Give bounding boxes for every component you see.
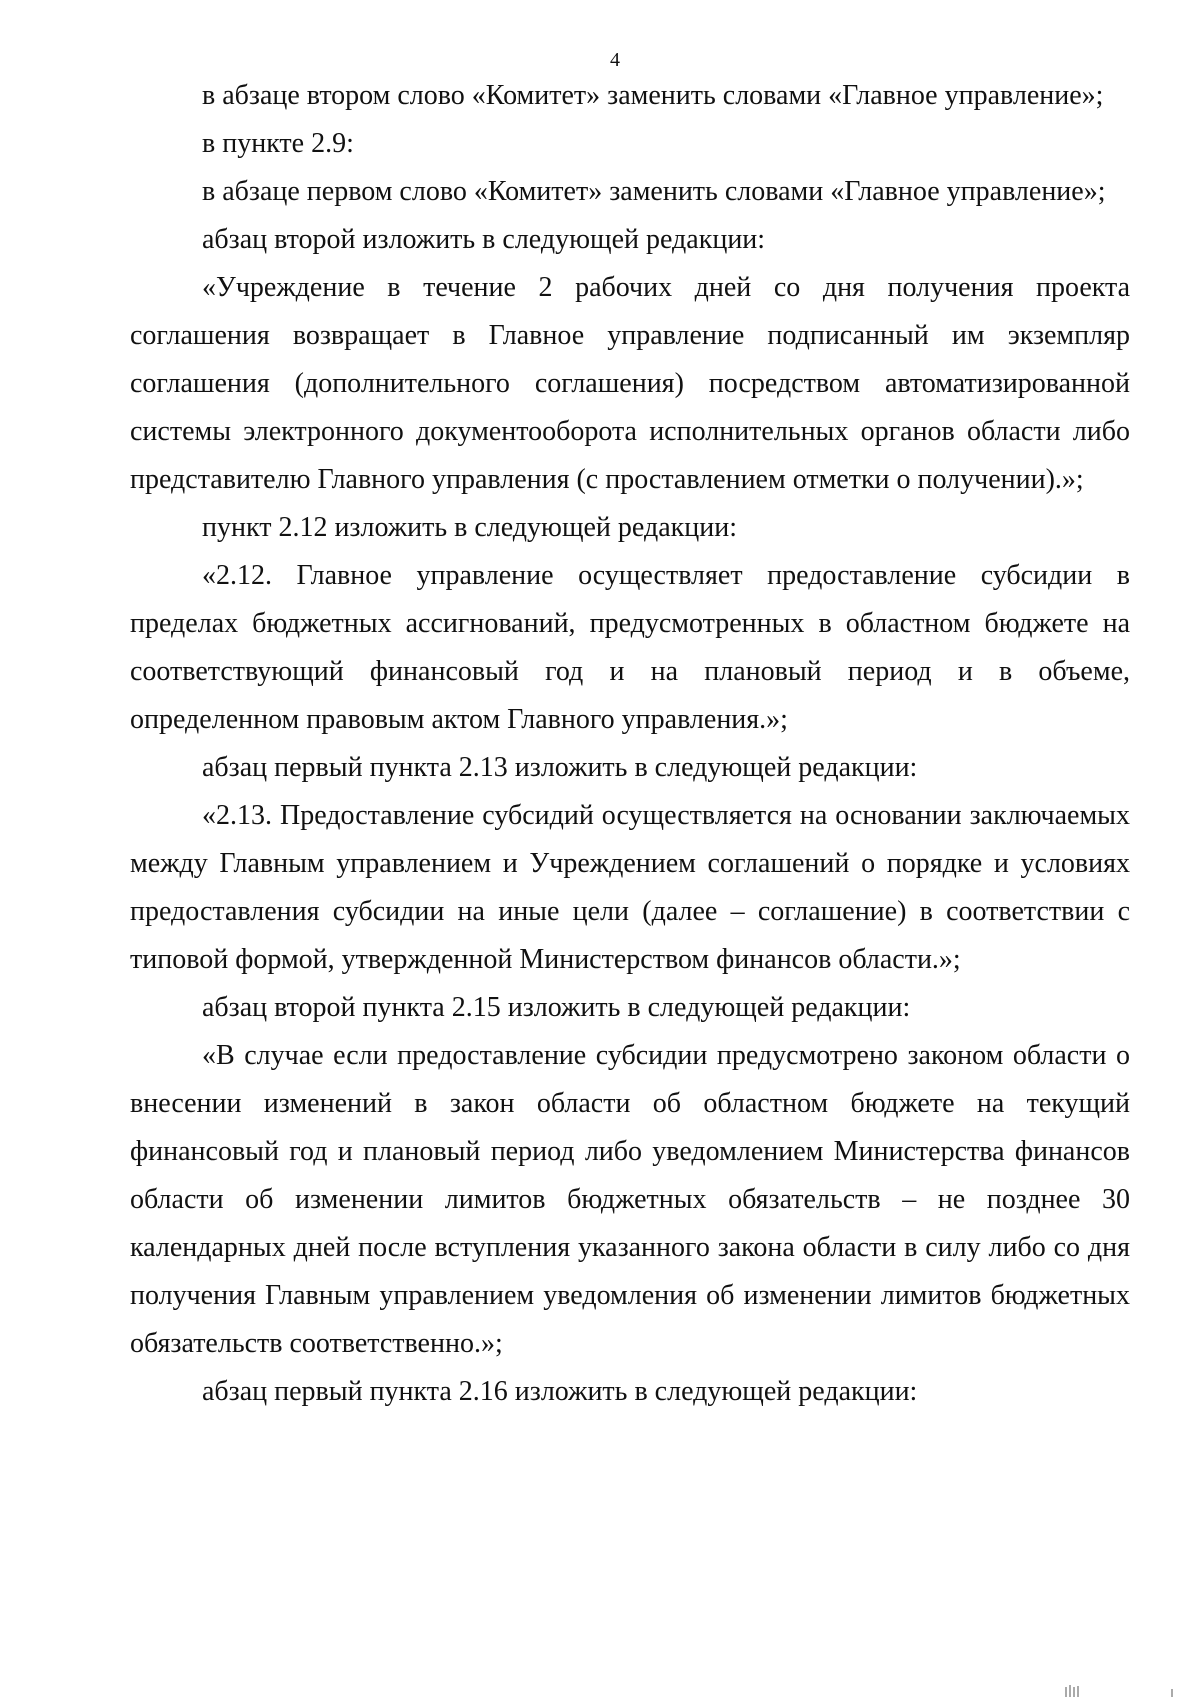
- paragraph: «2.12. Главное управление осуществляет предоставление субсидии в пределах бюджетных ассигнований, предусмотренных в областном бюджете на соответствующий финансовый год и на плановый период и в объеме, определенном правовым актом Главного управления.»;: [130, 560, 1130, 735]
- paragraph: в пункте 2.9:: [202, 128, 354, 159]
- scan-edge-marks: [1000, 1677, 1200, 1697]
- paragraph: «2.13. Предоставление субсидий осуществляется на основании заключаемых между Главным управлением и Учреждением соглашений о порядке и условиях предоставления субсидии на иные цели (далее – соглашение) в соответствии с типовой формой, утвержденной Министерством финансов области.»;: [130, 800, 1130, 975]
- paragraph: в абзаце втором слово «Комитет» заменить словами «Главное управление»;: [202, 80, 1104, 111]
- paragraph: абзац первый пункта 2.13 изложить в следующей редакции:: [202, 752, 918, 783]
- document-body: [130, 72, 1130, 1416]
- paragraph: «Учреждение в течение 2 рабочих дней со дня получения проекта соглашения возвращает в Главное управление подписанный им экземпляр соглашения (дополнительного соглашения) посредством автоматизированной системы электронного документооборота исполнительных органов области либо представителю Главного управления (с проставлением отметки о получении).»;: [130, 272, 1130, 495]
- paragraph: абзац первый пункта 2.16 изложить в следующей редакции:: [202, 1376, 918, 1407]
- page-number: 4: [610, 49, 620, 71]
- paragraph: «В случае если предоставление субсидии предусмотрено законом области о внесении изменений в закон области об областном бюджете на текущий финансовый год и плановый период либо уведомлением Министерства финансов области об изменении лимитов бюджетных обязательств – не позднее 30 календарных дней после вступления указанного закона области в силу либо со дня получения Главным управлением уведомления об изменении лимитов бюджетных обязательств соответственно.»;: [130, 1040, 1130, 1359]
- paragraph: пункт 2.12 изложить в следующей редакции:: [202, 512, 737, 543]
- paragraph: абзац второй изложить в следующей редакции:: [202, 224, 766, 255]
- paragraph: в абзаце первом слово «Комитет» заменить словами «Главное управление»;: [202, 176, 1106, 207]
- paragraph: абзац второй пункта 2.15 изложить в следующей редакции:: [202, 992, 911, 1023]
